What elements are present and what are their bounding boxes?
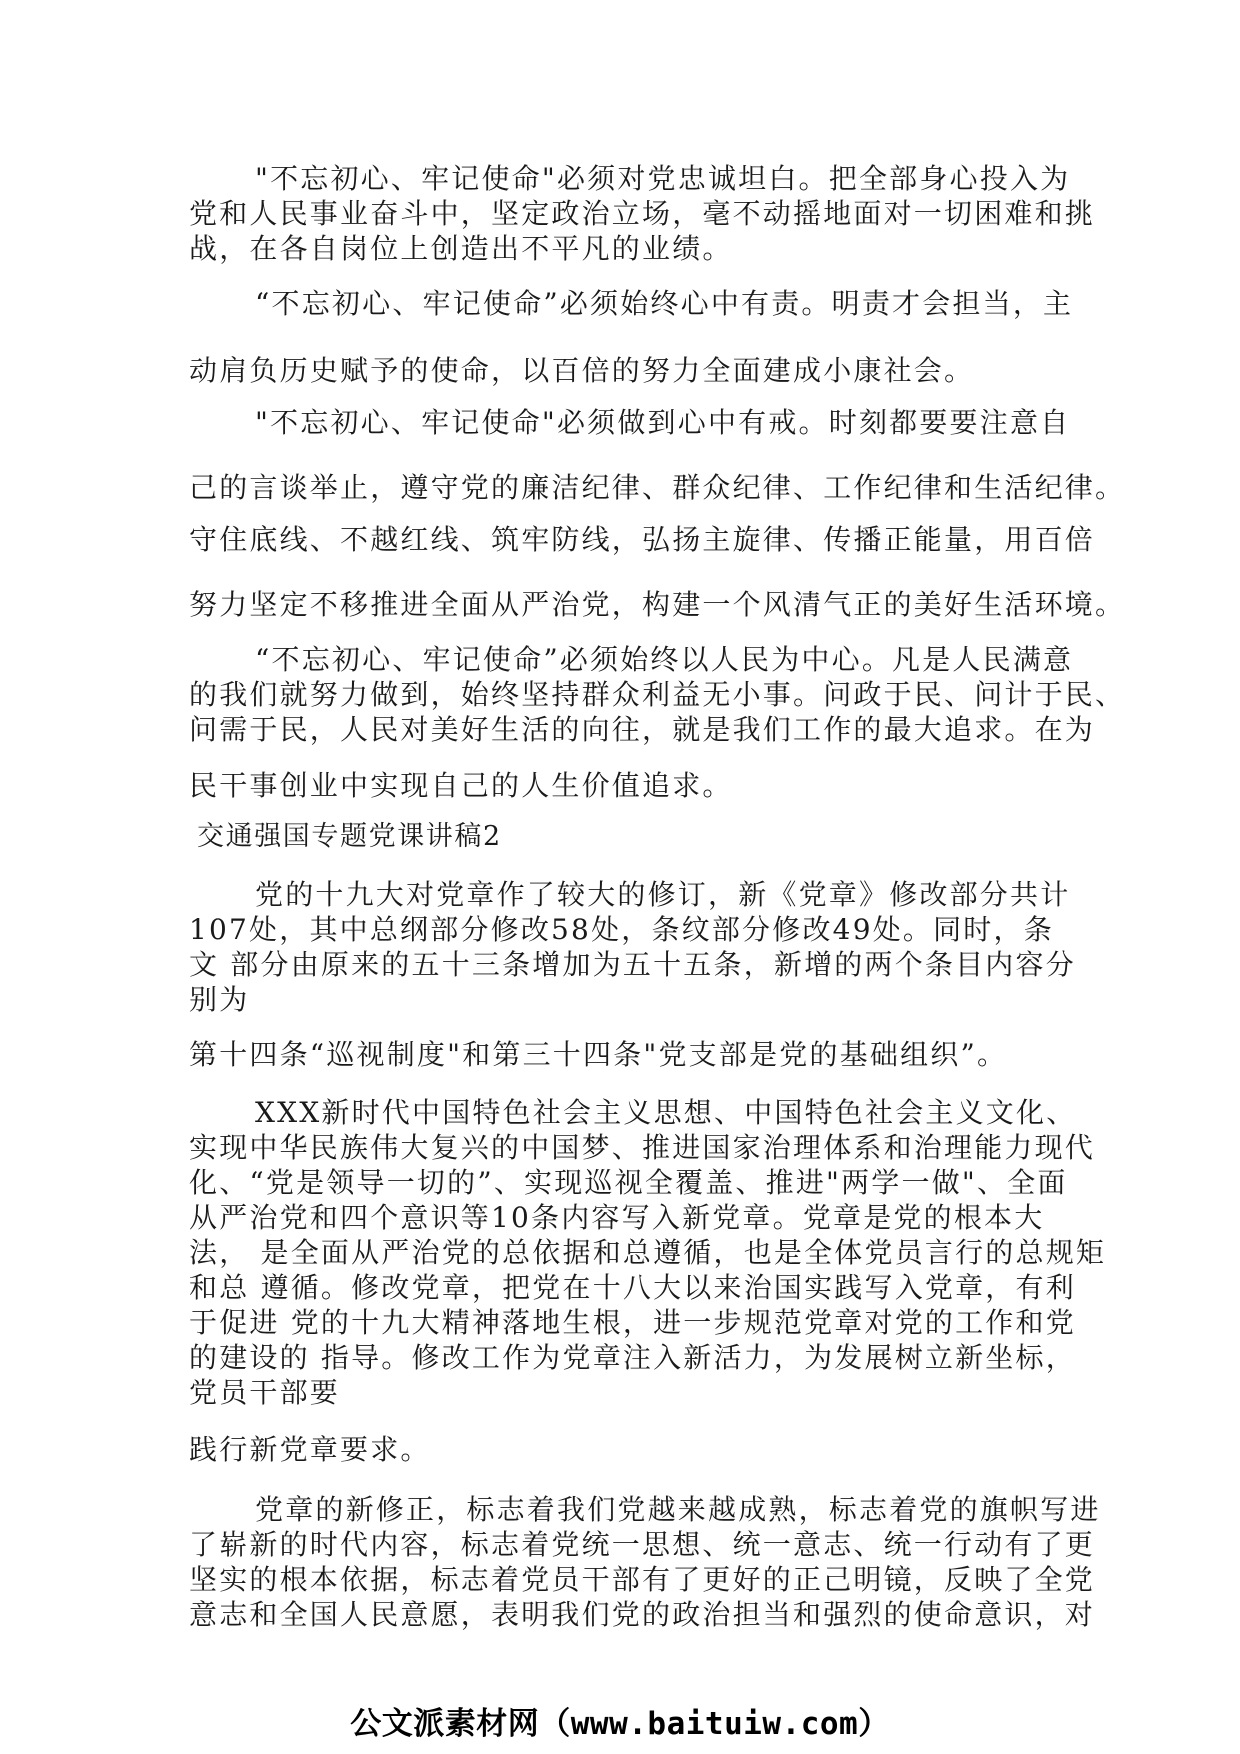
paragraph-line: 107处，其中总纲部分修改58处，条纹部分修改49处。同时，条: [189, 913, 1054, 946]
paragraph-line: 于促进 党的十九大精神落地生根，进一步规范党章对党的工作和党: [189, 1306, 1076, 1339]
paragraph-line: 从严治党和四个意识等10条内容写入新党章。党章是党的根本大: [189, 1201, 1045, 1234]
paragraph-line: XXX新时代中国特色社会主义思想、中国特色社会主义文化、: [255, 1096, 1077, 1129]
paragraph-line: 法， 是全面从严治党的总依据和总遵循，也是全体党员言行的总规矩: [189, 1236, 1107, 1269]
paragraph-line: 了崭新的时代内容，标志着党统一思想、统一意志、统一行动有了更: [189, 1528, 1096, 1561]
paragraph-line: 党和人民事业奋斗中，坚定政治立场，毫不动摇地面对一切困难和挑: [189, 197, 1096, 230]
paragraph-line: “不忘初心、牢记使命”必须始终心中有责。明责才会担当，主: [255, 287, 1074, 320]
paragraph-line: 意志和全国人民意愿，表明我们党的政治担当和强烈的使命意识，对: [189, 1598, 1096, 1631]
section-heading: 交通强国专题党课讲稿2: [197, 821, 502, 852]
paragraph-line: 努力坚定不移推进全面从严治党，构建一个风清气正的美好生活环境。: [189, 588, 1126, 621]
paragraph-line: 问需于民，人民对美好生活的向往，就是我们工作的最大追求。在为: [189, 713, 1096, 746]
paragraph-line: 别为: [189, 983, 250, 1016]
paragraph-line: 的我们就努力做到，始终坚持群众利益无小事。问政于民、问计于民、: [189, 678, 1126, 711]
paragraph-line: 文 部分由原来的五十三条增加为五十五条，新增的两个条目内容分: [189, 948, 1076, 981]
paragraph-line: "不忘初心、牢记使命"必须对党忠诚坦白。把全部身心投入为: [255, 162, 1071, 195]
paragraph-line: 化、“党是领导一切的”、实现巡视全覆盖、推进"两学一做"、全面: [189, 1166, 1068, 1199]
paragraph-line: 守住底线、不越红线、筑牢防线，弘扬主旋律、传播正能量，用百倍: [189, 523, 1096, 556]
paragraph-line: 的建设的 指导。修改工作为党章注入新活力，为发展树立新坐标，: [189, 1341, 1076, 1374]
paragraph-line: 己的言谈举止，遵守党的廉洁纪律、群众纪律、工作纪律和生活纪律。: [189, 471, 1126, 504]
paragraph-line: 战，在各自岗位上创造出不平凡的业绩。: [189, 232, 733, 265]
paragraph-line: 和总 遵循。修改党章，把党在十八大以来治国实践写入党章，有利: [189, 1271, 1076, 1304]
paragraph-line: 党员干部要: [189, 1376, 341, 1409]
paragraph-line: 坚实的根本依据，标志着党员干部有了更好的正己明镜，反映了全党: [189, 1563, 1096, 1596]
paragraph-line: 实现中华民族伟大复兴的中国梦、推进国家治理体系和治理能力现代: [189, 1131, 1096, 1164]
paragraph-line: 第十四条“巡视制度"和第三十四条"党支部是党的基础组织”。: [189, 1038, 1008, 1071]
paragraph-line: 践行新党章要求。: [189, 1433, 431, 1466]
paragraph-line: 党章的新修正，标志着我们党越来越成熟，标志着党的旗帜写进: [255, 1493, 1101, 1526]
paragraph-line: "不忘初心、牢记使命"必须做到心中有戒。时刻都要要注意自: [255, 406, 1071, 439]
footer-watermark: 公文派素材网（www.baituiw.com）: [350, 1706, 890, 1742]
paragraph-line: “不忘初心、牢记使命”必须始终以人民为中心。凡是人民满意: [255, 643, 1074, 676]
paragraph-line: 党的十九大对党章作了较大的修订，新《党章》修改部分共计: [255, 878, 1071, 911]
paragraph-line: 民干事创业中实现自己的人生价值追求。: [189, 769, 733, 802]
paragraph-line: 动肩负历史赋予的使命，以百倍的努力全面建成小康社会。: [189, 354, 975, 387]
